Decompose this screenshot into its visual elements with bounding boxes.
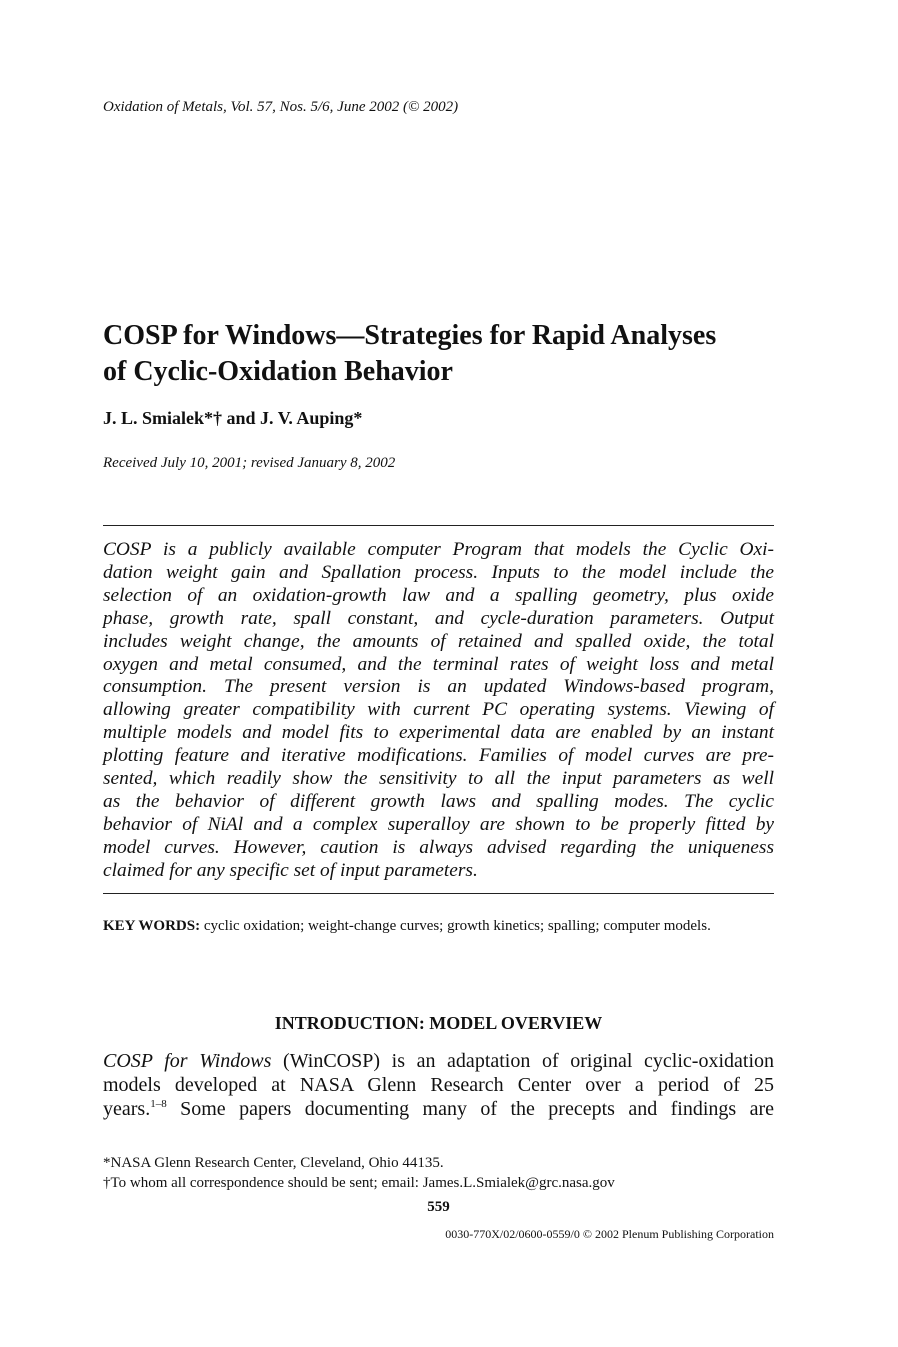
intro-line-1-rest: (WinCOSP) is an adaptation of original cyclic-oxidation <box>271 1050 774 1072</box>
abstract-line: claimed for any specific set of input parameters. <box>103 859 478 881</box>
section-heading: INTRODUCTION: MODEL OVERVIEW <box>274 1013 603 1033</box>
abstract <box>103 539 774 883</box>
abstract-line: plotting feature and iterative modifications. Families of model curves are pre- <box>103 745 774 767</box>
received-dates: Received July 10, 2001; revised January 8, 2002 <box>103 455 396 471</box>
abstract-top-rule <box>103 525 774 526</box>
keywords <box>103 917 774 936</box>
journal-citation: Oxidation of Metals, Vol. 57, Nos. 5/6, June 2002 (© 2002) <box>103 99 459 115</box>
intro-line-3-rest: Some papers documenting many of the precepts and findings are <box>166 1098 774 1120</box>
abstract-line: multiple models and model fits to experimental data are enabled by an instant <box>103 722 774 744</box>
abstract-line: sented, which readily show the sensitivity to all the input parameters as well <box>103 768 774 790</box>
keywords-label: KEY WORDS: <box>103 918 201 934</box>
abstract-line: selection of an oxidation-growth law and a spalling geometry, plus oxide <box>103 584 774 606</box>
citation-superscript: 1–8 <box>150 1098 167 1110</box>
abstract-bottom-rule <box>103 893 774 894</box>
abstract-line: as the behavior of different growth laws and spalling modes. The cyclic <box>103 790 774 812</box>
intro-line-1 <box>103 1049 774 1073</box>
title-line-2: of Cyclic-Oxidation Behavior <box>103 356 453 387</box>
authors: J. L. Smialek*† and J. V. Auping* <box>103 408 363 428</box>
abstract-line: behavior of NiAl and a complex superalloy are shown to be properly fitted by <box>103 813 774 835</box>
abstract-line: allowing greater compatibility with current PC operating systems. Viewing of <box>103 699 774 721</box>
intro-program-name: COSP for Windows <box>103 1050 272 1072</box>
title-line-1: COSP for Windows—Strategies for Rapid Analyses <box>103 320 717 351</box>
intro-line-3-start: years. <box>103 1098 151 1120</box>
footnote-correspondence: †To whom all correspondence should be sent; email: James.L.Smialek@grc.nasa.gov <box>103 1175 615 1191</box>
abstract-line: phase, growth rate, spall constant, and cycle-duration parameters. Output <box>103 607 774 629</box>
publisher-line: 0030-770X/02/0600-0559/0 © 2002 Plenum Publishing Corporation <box>445 1227 774 1241</box>
abstract-line: consumption. The present version is an updated Windows-based program, <box>103 676 774 698</box>
intro-line-3 <box>103 1097 774 1121</box>
introduction-paragraph <box>103 1049 774 1121</box>
page-number: 559 <box>427 1199 450 1215</box>
abstract-line: COSP is a publicly available computer Program that models the Cyclic Oxi- <box>103 539 774 560</box>
abstract-line: dation weight gain and Spallation process. Inputs to the model include the <box>103 561 774 583</box>
keywords-text: cyclic oxidation; weight-change curves; growth kinetics; spalling; computer models. <box>200 918 711 934</box>
footnote-affiliation: *NASA Glenn Research Center, Cleveland, Ohio 44135. <box>103 1155 444 1171</box>
abstract-line: oxygen and metal consumed, and the terminal rates of weight loss and metal <box>103 653 774 675</box>
intro-line-2: models developed at NASA Glenn Research Center over a period of 25 <box>103 1074 774 1096</box>
abstract-line: model curves. However, caution is always advised regarding the uniqueness <box>103 836 774 858</box>
article-title <box>103 318 793 390</box>
abstract-line: includes weight change, the amounts of retained and spalled oxide, the total <box>103 630 774 652</box>
